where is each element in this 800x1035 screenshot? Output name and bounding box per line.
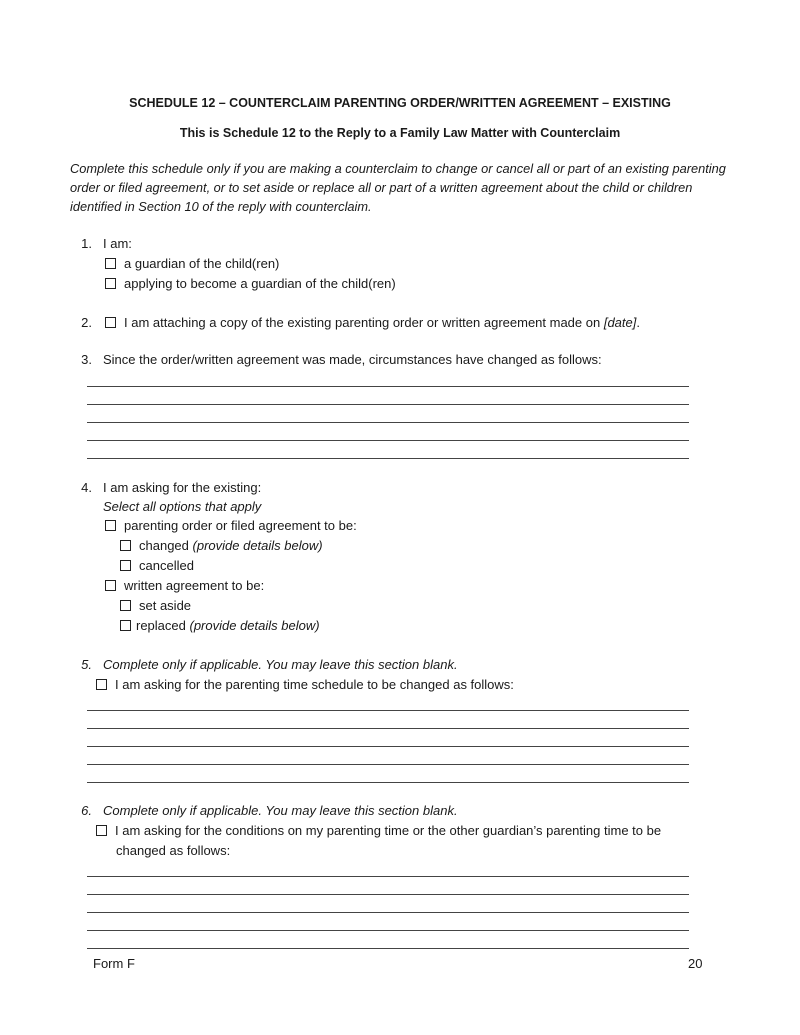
q1-option-applying-label: applying to become a guardian of the child(ren) — [124, 276, 396, 291]
q6-answer-line[interactable] — [87, 930, 689, 931]
q3-answer-line[interactable] — [87, 386, 689, 387]
q6-option-label-line1: I am asking for the conditions on my parenting time or the other guardian’s parenting time to be — [115, 823, 662, 838]
q4-option-set-aside-label: set aside — [139, 598, 192, 613]
q5-answer-line[interactable] — [87, 746, 689, 747]
q2-option-attaching[interactable] — [105, 315, 640, 330]
q1-option-applying[interactable] — [105, 276, 396, 291]
checkbox-icon[interactable] — [96, 679, 107, 690]
footer-form-name: Form F — [93, 956, 135, 971]
schedule-title: SCHEDULE 12 – COUNTERCLAIM PARENTING ORDER/WRITTEN AGREEMENT – EXISTING — [129, 96, 671, 110]
q2-text: I am attaching a copy of the existing parenting order or written agreement made on — [124, 315, 601, 330]
q5-answer-line[interactable] — [87, 764, 689, 765]
checkbox-icon[interactable] — [105, 258, 116, 269]
q4-hint: Select all options that apply — [103, 499, 262, 514]
q4-option-replaced[interactable] — [120, 618, 320, 633]
q4-option-set-aside[interactable] — [120, 598, 191, 613]
q3-answer-line[interactable] — [87, 422, 689, 423]
checkbox-icon[interactable] — [105, 580, 116, 591]
q6-number: 6. — [81, 803, 92, 818]
q2-date-placeholder: [date] — [603, 315, 637, 330]
q6-answer-line[interactable] — [87, 912, 689, 913]
q5-answer-line[interactable] — [87, 728, 689, 729]
q4-number: 4. — [81, 480, 92, 495]
checkbox-icon[interactable] — [120, 540, 131, 551]
q6-answer-line[interactable] — [87, 894, 689, 895]
q5-answer-line[interactable] — [87, 782, 689, 783]
checkbox-icon[interactable] — [105, 278, 116, 289]
q1-label: I am: — [103, 236, 132, 251]
q5-answer-line[interactable] — [87, 710, 689, 711]
q3-label: Since the order/written agreement was made, circumstances have changed as follows: — [103, 352, 602, 367]
q5-note: Complete only if applicable. You may leave this section blank. — [103, 657, 458, 672]
q6-answer-line[interactable] — [87, 948, 689, 949]
q1-option-guardian[interactable] — [105, 256, 279, 271]
q1-option-guardian-label: a guardian of the child(ren) — [124, 256, 280, 271]
q6-note: Complete only if applicable. You may leave this section blank. — [103, 803, 458, 818]
q6-option-conditions-change[interactable] — [96, 823, 661, 838]
q5-option-label: I am asking for the parenting time schedule to be changed as follows: — [115, 677, 514, 692]
q4-option-changed-note: (provide details below) — [192, 538, 323, 553]
q2-end: . — [636, 315, 640, 330]
q3-answer-line[interactable] — [87, 404, 689, 405]
q4-option-cancelled-label: cancelled — [139, 558, 194, 573]
checkbox-icon[interactable] — [96, 825, 107, 836]
q4-option-written-agreement-label: written agreement to be: — [124, 578, 265, 593]
q4-option-cancelled[interactable] — [120, 558, 194, 573]
q5-number: 5. — [81, 657, 92, 672]
q1-number: 1. — [81, 236, 92, 251]
checkbox-icon[interactable] — [105, 520, 116, 531]
q2-number: 2. — [81, 315, 92, 330]
q3-answer-line[interactable] — [87, 458, 689, 459]
schedule-subtitle: This is Schedule 12 to the Reply to a Family Law Matter with Counterclaim — [179, 126, 621, 140]
q4-option-parenting-order[interactable] — [105, 518, 357, 533]
q3-number: 3. — [81, 352, 92, 367]
q6-answer-line[interactable] — [87, 876, 689, 877]
q6-option-label-line2: changed as follows: — [116, 843, 231, 858]
checkbox-icon[interactable] — [120, 620, 131, 631]
q4-option-changed-label: changed — [139, 538, 189, 553]
checkbox-icon[interactable] — [105, 317, 116, 328]
checkbox-icon[interactable] — [120, 600, 131, 611]
q3-answer-line[interactable] — [87, 440, 689, 441]
checkbox-icon[interactable] — [120, 560, 131, 571]
footer-page-number: 20 — [688, 956, 703, 971]
q4-option-replaced-note: (provide details below) — [189, 618, 320, 633]
q4-option-parenting-order-label: parenting order or filed agreement to be: — [124, 518, 357, 533]
q4-option-written-agreement[interactable] — [105, 578, 264, 593]
intro-instructions: Complete this schedule only if you are making a counterclaim to change or cancel all or part of an existing parenting order or filed agreement, or to set aside or replace all or part of a written agreement about the child or children identified in Section 10 of the reply with counterclaim. — [70, 161, 726, 214]
q5-option-schedule-change[interactable] — [96, 677, 514, 692]
q4-option-replaced-label: replaced — [136, 618, 186, 633]
q4-option-changed[interactable] — [120, 538, 323, 553]
q4-label: I am asking for the existing: — [103, 480, 262, 495]
